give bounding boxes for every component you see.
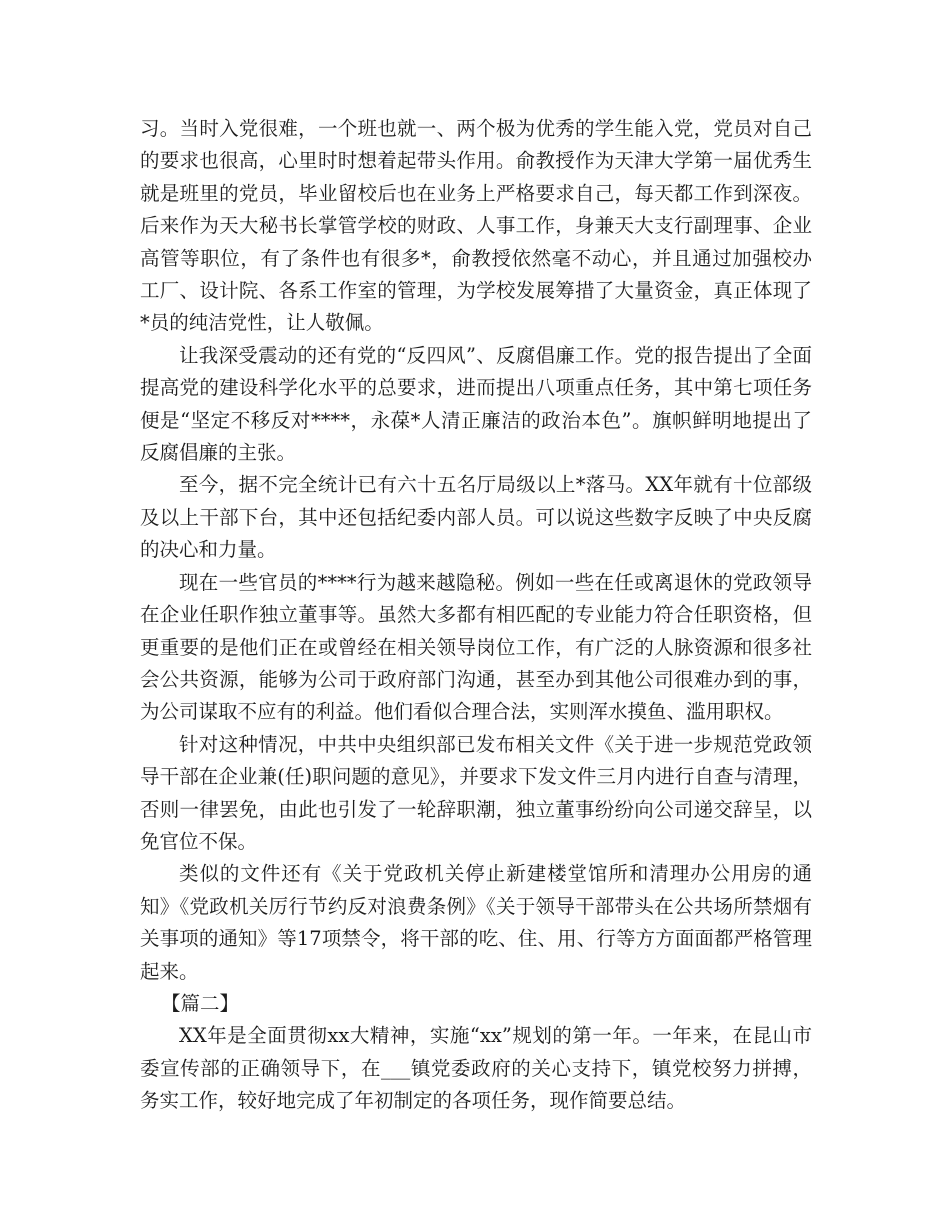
document-page xyxy=(140,113,812,1118)
paragraph-regulation: 针对这种情况，中共中央组织部已发布相关文件《关于进一步规范党政领导干部在企业兼(任)职问题的意见》，并要求下发文件三月内进行自查与清理，否则一律罢免，由此也引发了一轮辞职潮，独立董事纷纷向公司递交辞呈，以免官位不保。 xyxy=(140,732,812,853)
section-heading: 【篇二】 xyxy=(161,991,240,1015)
paragraph-similar-documents: 类似的文件还有《关于党政机关停止新建楼堂馆所和清理办公用房的通知》《党政机关厉行节约反对浪费条例》《关于领导干部带头在公共场所禁烟有关事项的通知》等17项禁令，将干部的吃、住、用、行等方方面面都严格管理起来。 xyxy=(140,862,812,983)
paragraph-statistics: 至今，据不完全统计已有六十五名厅局级以上*落马。XX年就有十位部级及以上干部下台，其中还包括纪委内部人员。可以说这些数字反映了中央反腐的决心和力量。 xyxy=(140,473,812,562)
paragraph-hidden-behavior: 现在一些官员的****行为越来越隐秘。例如一些在任或离退休的党政领导在企业任职作独立董事等。虽然大多都有相匹配的专业能力符合任职资格，但更重要的是他们正在或曾经在相关领导岗位工作，有广泛的人脉资源和很多社会公共资源，能够为公司于政府部门沟通，甚至办到其他公司很难办到的事，为公司谋取不应有的利益。他们看似合理合法，实则浑水摸鱼、滥用职权。 xyxy=(140,570,812,724)
paragraph-anti-corruption: 让我深受震动的还有党的“反四风”、反腐倡廉工作。党的报告提出了全面提高党的建设科学化水平的总要求，进而提出八项重点任务，其中第七项任务便是“坚定不移反对****，永葆*人清正廉洁的政治本色”。旗帜鲜明地提出了反腐倡廉的主张。 xyxy=(140,343,812,465)
paragraph-continuation: 习。当时入党很难，一个班也就一、两个极为优秀的学生能入党，党员对自己的要求也很高，心里时时想着起带头作用。俞教授作为天津大学第一届优秀生就是班里的党员，毕业留校后也在业务上严格要求自己，每天都工作到深夜。后来作为天大秘书长掌管学校的财政、人事工作，身兼天大支行副理事、企业高管等职位，有了条件也有很多*，俞教授依然毫不动心，并且通过加强校办工厂、设计院、各系工作室的管理，为学校发展筹措了大量资金，真正体现了*员的纯洁党性，让人敬佩。 xyxy=(140,117,812,335)
paragraph-summary-intro: XX年是全面贯彻xx大精神，实施“xx”规划的第一年。一年来，在昆山市委宣传部的正确领导下，在___镇党委政府的关心支持下，镇党校努力拼搏，务实工作，较好地完成了年初制定的各项任务，现作简要总结。 xyxy=(140,1024,812,1113)
